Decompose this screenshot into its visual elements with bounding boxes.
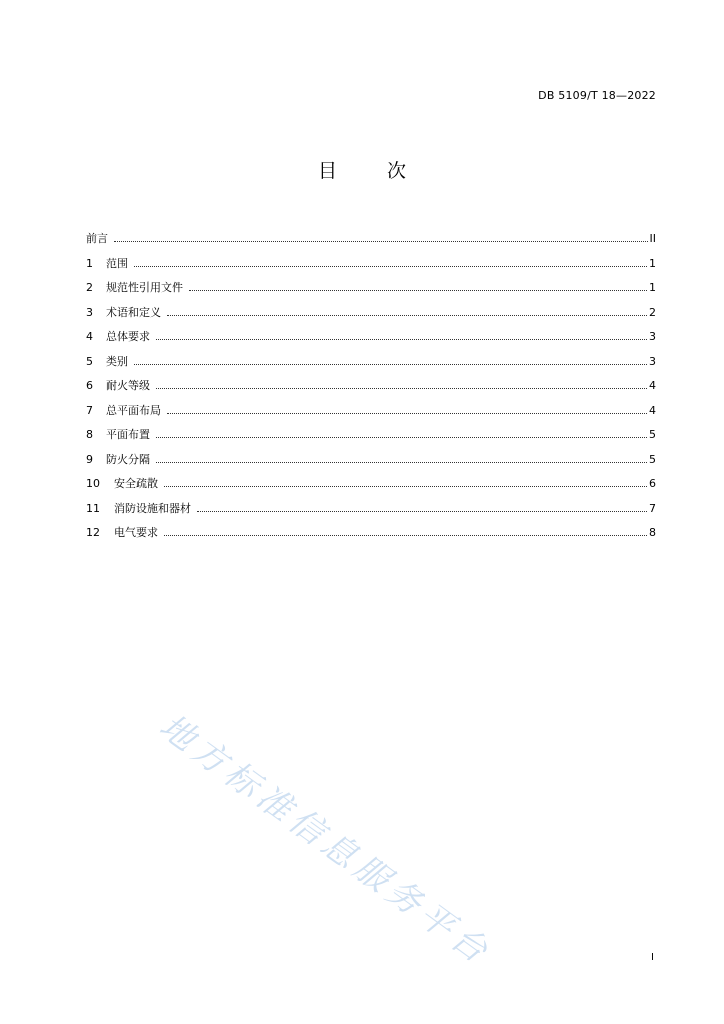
toc-entry-number: 7: [86, 403, 93, 417]
toc-entry-label: 耐火等级: [106, 379, 150, 392]
toc-entry-page: 6: [649, 477, 656, 490]
toc-entry-6[interactable]: [86, 377, 656, 402]
toc-leader-dots: [134, 266, 647, 267]
toc-entry-label: 总体要求: [106, 330, 150, 343]
toc-leader-dots: [156, 388, 647, 389]
toc-entry-page: 4: [649, 403, 656, 417]
toc-entry-label: 防火分隔: [106, 452, 150, 466]
toc-leader-dots: [156, 462, 647, 463]
toc-entry-label: 范围: [106, 256, 128, 270]
toc-entry-label: 术语和定义: [106, 305, 161, 319]
toc-entry-label: 规范性引用文件: [106, 281, 183, 294]
toc-leader-dots: [197, 511, 647, 512]
toc-entry-page: 8: [649, 526, 656, 539]
toc-entry-number: 11: [86, 501, 100, 515]
toc-entry-page: 2: [649, 305, 656, 319]
toc-entry-page: 3: [649, 354, 656, 368]
toc-entry-page: 1: [649, 281, 656, 294]
toc-entry-2[interactable]: [86, 279, 656, 304]
toc-entry-page: 4: [649, 379, 656, 392]
toc-entry-number: 5: [86, 354, 93, 368]
toc-entry-3[interactable]: [86, 304, 656, 329]
toc-leader-dots: [114, 241, 648, 242]
toc-leader-dots: [167, 315, 647, 316]
toc-entry-number: 12: [86, 526, 100, 539]
toc-entry-number: 6: [86, 379, 93, 392]
toc-entry-5[interactable]: [86, 353, 656, 378]
toc-leader-dots: [156, 339, 647, 340]
toc-entry-label: 总平面布局: [106, 403, 161, 417]
toc-entry-page: 1: [649, 256, 656, 270]
toc-entry-9[interactable]: [86, 451, 656, 476]
toc-entry-page: 5: [649, 428, 656, 441]
toc-leader-dots: [134, 364, 647, 365]
toc-leader-dots: [164, 486, 647, 487]
toc-entry-1[interactable]: [86, 255, 656, 280]
toc-entry-10[interactable]: [86, 475, 656, 500]
toc-entry-page: 7: [649, 501, 656, 515]
toc-entry-page: 3: [649, 330, 656, 343]
toc-entry-label: 安全疏散: [114, 477, 158, 490]
toc-entry-page: 5: [649, 452, 656, 466]
toc-entry-number: 1: [86, 256, 93, 270]
table-of-contents: [86, 230, 656, 549]
toc-entry-label: 电气要求: [114, 526, 158, 539]
toc-entry-number: 3: [86, 305, 93, 319]
toc-entry-number: 10: [86, 477, 100, 490]
toc-entry-number: 8: [86, 428, 93, 441]
toc-entry-11[interactable]: [86, 500, 656, 525]
toc-entry-number: 2: [86, 281, 93, 294]
toc-entry-8[interactable]: [86, 426, 656, 451]
toc-leader-dots: [164, 535, 647, 536]
toc-entry-12[interactable]: [86, 524, 656, 549]
page-title: 目 次: [317, 160, 429, 182]
toc-entry-7[interactable]: [86, 402, 656, 427]
toc-entry-number: 4: [86, 330, 93, 343]
toc-entry-4[interactable]: [86, 328, 656, 353]
toc-leader-dots: [156, 437, 647, 438]
toc-entry-label: 平面布置: [106, 428, 150, 441]
document-code: DB 5109/T 18—2022: [538, 89, 656, 102]
toc-entry-label: 类别: [106, 354, 128, 368]
page-number: I: [651, 952, 654, 963]
toc-entry-preface[interactable]: [86, 230, 656, 255]
toc-entry-label: 消防设施和器材: [114, 501, 191, 515]
toc-entry-label: 前言: [86, 232, 108, 245]
watermark: 地方标准信息服务平台: [151, 706, 499, 974]
toc-entry-number: 9: [86, 452, 93, 466]
toc-leader-dots: [167, 413, 647, 414]
toc-entry-page: II: [649, 232, 656, 245]
toc-leader-dots: [189, 290, 647, 291]
